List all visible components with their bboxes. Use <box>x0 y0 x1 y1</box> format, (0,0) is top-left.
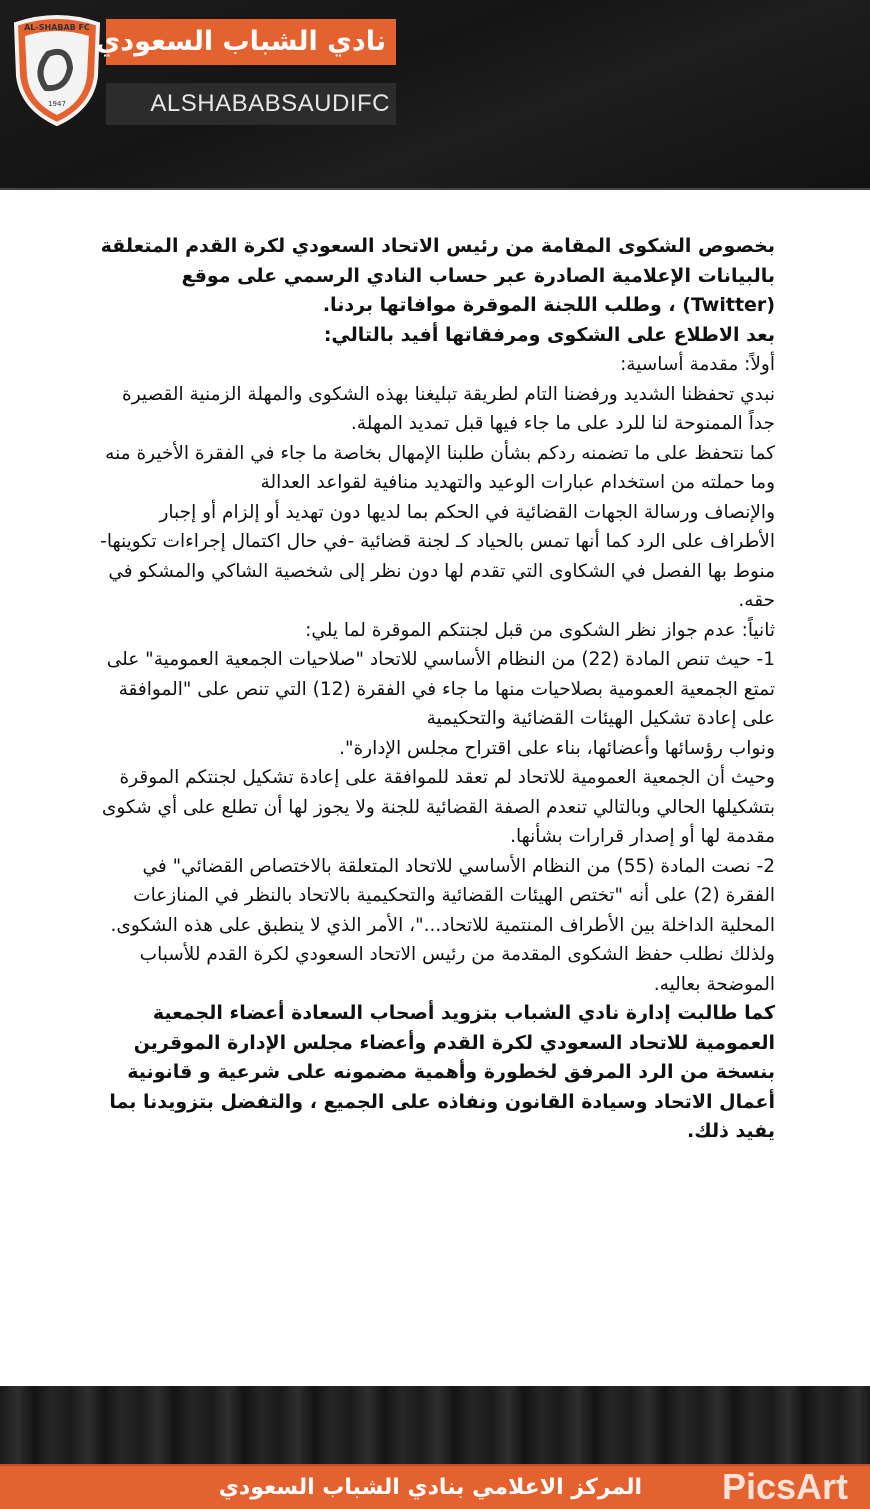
item-article-22-continued: ونواب رؤسائها وأعضائها، بناء على اقتراح مجلس الإدارة". <box>339 737 775 759</box>
footer-bar <box>0 1464 870 1509</box>
paragraph-reservation: نبدي تحفظنا الشديد ورفضنا التام لطريقة تبليغنا بهذه الشكوى والمهلة الزمنية القصيرة جداً الممنوحة لنا للرد على ما جاء فيها قبل تمديد المهلة. <box>122 383 775 434</box>
header-banner <box>0 0 870 190</box>
club-name-arabic: نادي الشباب السعودي <box>95 26 386 57</box>
statement-document <box>95 232 775 1147</box>
footer-photo-strip <box>0 1386 870 1464</box>
closing-paragraph: كما طالبت إدارة نادي الشباب بتزويد أصحاب السعادة أعضاء الجمعية العمومية للاتحاد السعودي لكرة القدم وأعضاء مجلس الإدارة الموقرين بنسخة من الرد المرفق لخطورة وأهمية مضمونه على شرعية و قانونية أعمال الاتحاد وسيادة القانون ونفاذه على الجميع ، والتفضل بتزويدنا بما يفيد ذلك. <box>109 1002 775 1142</box>
crest-text: AL-SHABAB FC <box>24 23 90 32</box>
second-section-heading: ثانياً: عدم جواز نظر الشكوى من قبل لجنتكم الموقرة لما يلي: <box>305 619 775 641</box>
paragraph-general-assembly: وحيث أن الجمعية العمومية للاتحاد لم تعقد للموافقة على إعادة تشكيل لجنتكم الموقرة بتشكيلها الحالي وبالتالي تنعدم الصفة القضائية للجنة ولا يجوز لها أن تطلع على أي شكوى مقدمة لها أو إصدار قرارات بشأنها. <box>101 767 775 847</box>
media-center-label: المركز الاعلامي بنادي الشباب السعودي <box>218 1475 642 1500</box>
intro-paragraph: بخصوص الشكوى المقامة من رئيس الاتحاد السعودي لكرة القدم المتعلقة بالبيانات الإعلامية الصادرة عبر حساب النادي الرسمي على موقع (Twitter) ، وطلب اللجنة الموقرة موافاتها بردنا. <box>100 235 775 316</box>
review-heading: بعد الاطلاع على الشكوى ومرفقاتها أفيد بالتالي: <box>323 323 775 346</box>
club-handle-panel <box>106 83 396 125</box>
club-name-panel <box>95 19 396 65</box>
first-section-heading: أولاً: مقدمة أساسية: <box>620 354 775 375</box>
item-article-55: 2- نصت المادة (55) من النظام الأساسي للاتحاد المتعلقة بالاختصاص القضائي" في الفقرة (2) على أنه "تختص الهيئات القضائية والتحكيمية بالاتحاد بالنظر في المنازعات المحلية الداخلة بين الأطراف المنتمية للاتحاد..."، الأمر الذي لا ينطبق على هذه الشكوى. <box>110 855 775 936</box>
item-article-22: 1- حيث تنص المادة (22) من النظام الأساسي للاتحاد "صلاحيات الجمعية العمومية" على تمتع الجمعية العمومية بصلاحيات منها ما جاء في الفقرة (12) التي تنص على "الموافقة على إعادة تشكيل الهيئات القضائية والتحكيمية <box>106 649 775 729</box>
paragraph-fairness: والإنصاف ورسالة الجهات القضائية في الحكم بما لديها دون تهديد أو إلزام أو إجبار الأطراف على الرد كما أنها تمس بالحياد كـ لجنة قضائية -في حال اكتمال إجراءات تكوينها- منوط بها الفصل في الشكاوى التي تقدم لها دون نظر إلى شخصية الشاكي والمشكو في حقه. <box>100 501 775 611</box>
crest-year: 1947 <box>48 100 66 108</box>
club-handle: ALSHABABSAUDIFC <box>150 90 390 117</box>
paragraph-extension: كما نتحفظ على ما تضمنه ردكم بشأن طلبنا الإمهال بخاصة ما جاء في الفقرة الأخيرة منه وما حملته من استخدام عبارات الوعيد والتهديد منافية لقواعد العدالة <box>105 442 775 493</box>
paragraph-request-dismissal: ولذلك نطلب حفظ الشكوى المقدمة من رئيس الاتحاد السعودي لكرة القدم للأسباب الموضحة بعاليه. <box>139 944 775 995</box>
picsart-watermark: PicsArt <box>721 1466 848 1507</box>
